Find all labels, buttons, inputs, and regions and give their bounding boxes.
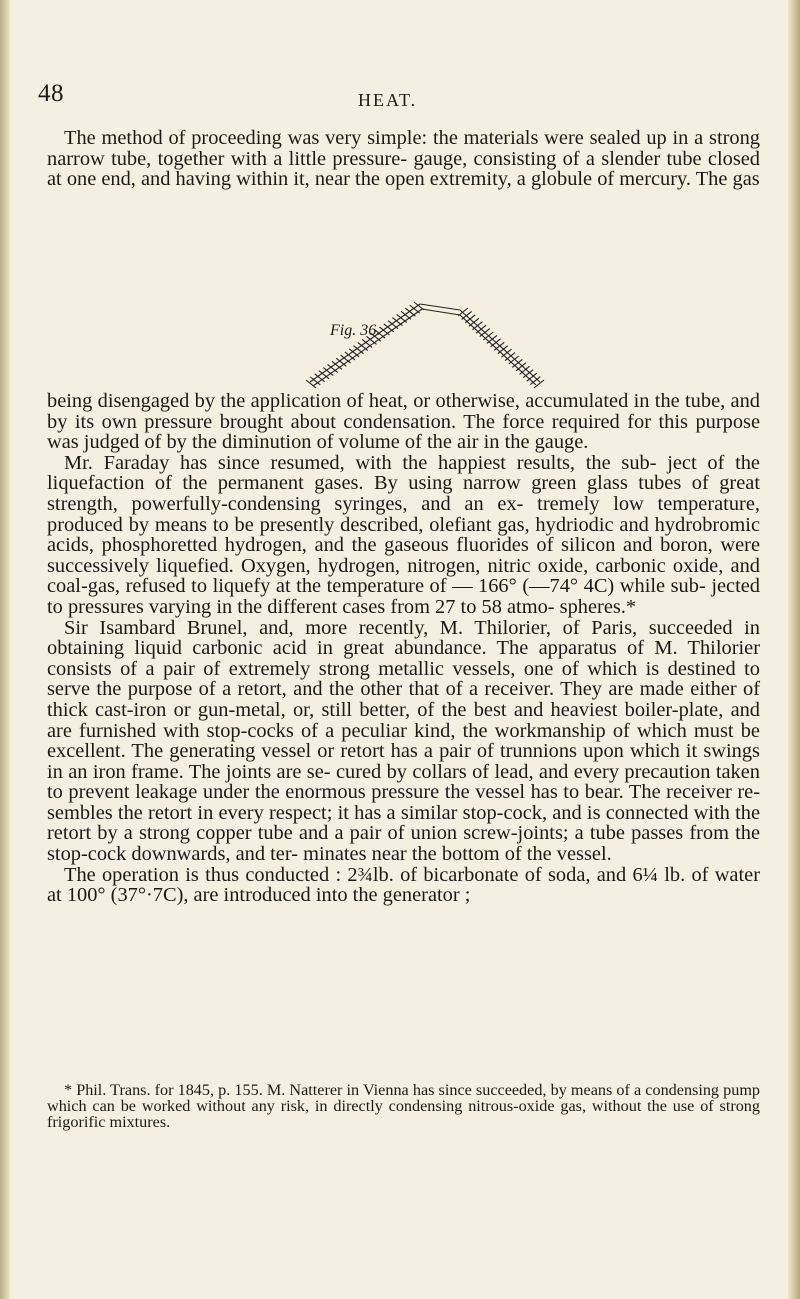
text-line: The operation is thus conducted : 2¾lb. of bicarbonate of soda, and [64,863,633,886]
text-line: within it, near the open extremity, a globule of mercury. The gas [236,168,760,191]
text-line: spheres.* [559,595,637,618]
hatch-line [512,359,522,367]
hatch-line [375,330,385,338]
hatch-line [397,314,407,322]
text-line: Oxygen, hydrogen, nitrogen, nitric oxide, carbonic oxide, and coal-gas, [47,554,760,598]
hatch-line [458,308,468,316]
text-line: trunnions upon which it swings in an iron frame. The joints are se- [47,740,760,783]
hatch-line [401,311,411,319]
hatch-line [392,318,402,326]
text-line: olefiant gas, hydriodic and hydrobromic acids, phosphoretted hydrogen, [47,513,760,557]
footnote-text [47,1082,760,1130]
text-block-main [47,391,760,906]
text-line: and the gaseous fluorides of silicon and boron, were successively liquefied. [47,534,760,577]
paragraph-continuation [47,391,760,453]
text-line: gauge, consisting of a slender tube closed at one end, and having [47,147,760,191]
text-line: volume of the air in the gauge. [338,431,589,454]
tube-illustration-hatching [306,302,544,388]
hatch-line [414,302,424,310]
text-line: in the tube, and by its own pressure brought about condensation. The [47,390,760,433]
text-line: by means of a condensing pump which can be worked without any risk, in [47,1081,761,1115]
text-line: are furnished with stop-cocks of a peculiar kind, the workmanship of [47,719,637,742]
text-line: ject of the liquefaction of the permanent gases. By using narrow green [47,451,760,495]
hatch-line [516,363,526,371]
text-line: glass tubes of great strength, powerfully-condensing syringes, and an ex- [47,472,760,515]
text-line: jected to pressures varying in the different cases from 27 to 58 atmo- [47,575,760,618]
text-line: * Phil. Trans. for 1845, p. 155. M. Natterer in Vienna has since succeeded, [64,1081,551,1099]
text-line: 6¼ lb. of water at 100° (37°·7C), are introduced into the generator ; [47,863,760,907]
text-line: which must be excellent. The generating vessel or retort has a pair of [47,719,760,763]
text-block-top [47,128,760,190]
text-line: The method of proceeding was very simple: the materials were [64,127,590,149]
hatch-line [405,308,415,316]
hatch-line [509,356,519,364]
text-line: the other that of a receiver. They are made either of thick cast-iron [47,678,760,721]
running-head: HEAT. [358,90,418,110]
text-line: screw-joints; a tube passes from the stop-cock downwards, and ter- [47,822,761,866]
paragraph-brunel-thilorier [47,618,760,865]
hatch-line [410,305,420,313]
text-line: refused to liquefy at the temperature of — 166° (—74° 4C) while sub- [125,575,712,598]
text-line: succeeded in obtaining liquid carbonic acid in great abundance. The [47,616,760,660]
text-line: directly condensing nitrous-oxide gas, without the use of strong frigorific [47,1097,760,1131]
text-line: connected with the retort by a strong copper tube and a pair of union [47,801,760,845]
text-line: minates near the bottom of the vessel. [303,843,612,866]
paragraph-method [47,128,760,190]
paragraph-faraday [47,453,760,618]
text-line: vessels, one of which is destined to serve the purpose of a retort, and [47,657,760,701]
text-line: sealed up in a strong narrow tube, together with a little pressure- [47,127,760,170]
hatch-line [388,321,398,329]
text-line: tremely low temperature, produced by means to be presently described, [47,492,760,536]
text-line: Sir Isambard Brunel, and, more recently, M. Thilorier, of Paris, [64,616,649,639]
text-line: Mr. Faraday has since resumed, with the happiest results, the sub- [64,451,668,474]
figure-caption: Fig. 36. [330,322,381,339]
text-line: or gun-metal, or, still better, of the best and heaviest boiler-plate, and [173,698,761,721]
hatch-line [501,349,511,357]
hatch-line [379,327,389,335]
text-line: apparatus of M. Thilorier consists of a pair of extremely strong metallic [47,637,760,680]
page-binding-edge [0,0,10,1299]
text-line: being disengaged by the application of heat, or otherwise, accumulated [47,390,634,412]
page-number: 48 [38,80,64,107]
text-line: under the enormous pressure the vessel has to bear. The receiver re- [202,781,760,804]
text-line: sembles the retort in every respect; it has a similar stop-cock, and is [47,801,606,824]
hatch-line [505,353,515,361]
page-fore-edge [788,0,800,1299]
hatch-line [498,346,508,354]
text-line: force required for this purpose was judged of by the diminution of [47,410,760,454]
hatch-line [384,324,394,332]
text-line: mixtures. [109,1113,171,1131]
paragraph-operation [47,865,760,906]
figure-36-tube-illustration [250,282,580,390]
footnote [47,1082,760,1130]
text-line: cured by collars of lead, and every precaution taken to prevent leakage [47,760,760,804]
